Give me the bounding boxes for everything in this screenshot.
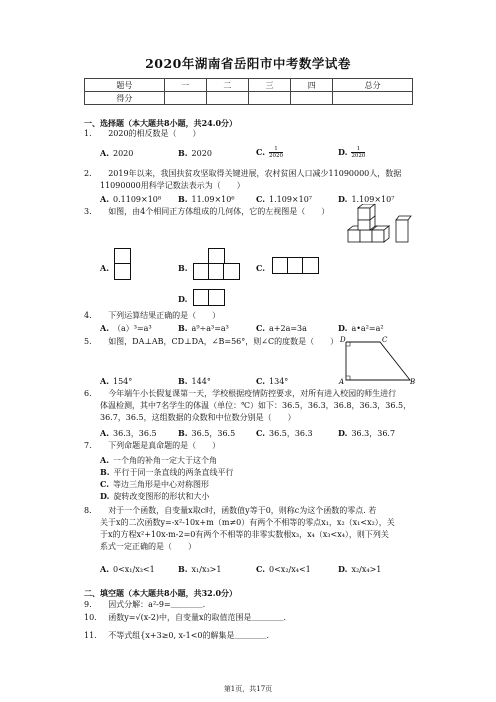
view-square — [114, 263, 131, 280]
option-letter: D. — [178, 294, 188, 304]
option-text: 2020 — [113, 149, 134, 158]
question-text-line: 于x的方程x²+10x-m-2=0有两个不相等的非零实数根x₃，x₄（x₃<x₄），则下列关 — [100, 530, 389, 539]
option-b: B. 2020 — [178, 148, 212, 158]
fraction — [351, 146, 365, 159]
option-text: 0<x₂/x₄<1 — [269, 565, 311, 574]
question-number: 6. — [84, 389, 92, 398]
view-square — [223, 263, 240, 280]
option-text: 1.109×10⁷ — [269, 195, 313, 204]
question-text-line: 11090000用科学记数法表示为（ ） — [100, 181, 245, 190]
view-square — [302, 257, 319, 274]
option-text: a+2a=3a — [269, 324, 307, 333]
question-number: 3. — [84, 207, 92, 216]
score-table — [84, 78, 413, 105]
option-d: D. a•a²=a² — [338, 323, 384, 333]
score-header-cell: 四 — [291, 79, 333, 92]
question-number: 10. — [84, 613, 97, 622]
option-b: B. 36.5，36.5 — [178, 428, 236, 438]
question-text: 2020的相反数是（ ） — [108, 129, 201, 138]
question-text: 因式分解：a²-9=＿＿＿＿. — [108, 600, 206, 609]
option-text: 平行于同一条直线的两条直线平行 — [113, 468, 234, 477]
question-number: 7. — [84, 441, 92, 450]
question-3 — [84, 206, 329, 218]
question-text: 不等式组{x+3≥0, x-1<0的解集是＿＿＿＿. — [108, 631, 270, 640]
page-title: 2020年湖南省岳阳市中考数学试卷 — [145, 56, 351, 71]
option-b: B. 144° — [178, 376, 211, 386]
score-cell — [164, 92, 206, 105]
question-text-line: 36.7，36.5，这组数据的众数和中位数分别是（ ） — [100, 413, 296, 422]
option-text: 旋转改变图形的形状和大小 — [113, 492, 210, 501]
option-c: C. a+2a=3a — [256, 323, 307, 333]
denominator: 2020 — [351, 153, 366, 159]
option-d: D. x₂/x₄>1 — [338, 564, 382, 574]
option-b: B. x₁/x₃>1 — [178, 564, 222, 574]
question-10 — [84, 612, 286, 624]
question-8 — [84, 505, 376, 517]
option-text: 0.1109×10⁸ — [113, 195, 162, 204]
option-b — [178, 263, 192, 273]
option-text: x₁/x₃>1 — [191, 565, 222, 574]
question-9 — [84, 599, 205, 611]
question-text: 对于一个函数，自变量x取c时，函数值y等于0，则称c为这个函数的零点. 若 — [108, 506, 377, 515]
option-a: A. 一个角的补角一定大于这个角 — [100, 455, 217, 465]
option-d: D. $\frac{1}{2020}$ — [338, 146, 366, 159]
question-7 — [84, 440, 220, 452]
question-number: 9. — [84, 600, 92, 609]
option-text: 一个角的补角一定大于这个角 — [113, 456, 217, 465]
option-c: C. 0<x₂/x₄<1 — [256, 564, 311, 574]
question-6 — [84, 388, 396, 400]
option-text: a⁹÷a³=a³ — [191, 324, 229, 333]
option-text: 134° — [269, 377, 289, 386]
option-c: C. $\frac{1}{2020}$ — [256, 146, 284, 159]
question-number: 11. — [84, 631, 97, 640]
option-b: B. 平行于同一条直线的两条直线平行 — [100, 467, 234, 477]
score-cell — [206, 92, 248, 105]
option-letter: C. — [256, 263, 266, 273]
option-text: 0<x₁/x₃<1 — [113, 565, 155, 574]
option-b: B. 11.09×10⁶ — [178, 194, 235, 204]
option-text: x₂/x₄>1 — [351, 565, 382, 574]
numerator: 1 — [356, 146, 361, 152]
score-header-cell: 一 — [164, 79, 206, 92]
score-header-cell: 总分 — [333, 79, 413, 92]
question-text: 函数y=√(x-2)中，自变量x的取值范围是＿＿＿＿. — [108, 613, 287, 622]
question-text: 如图，由4个相同正方体组成的几何体，它的左视图是（ ） — [108, 207, 330, 216]
score-cell — [333, 92, 413, 105]
option-letter: A. — [100, 263, 109, 273]
question-number: 1. — [84, 129, 92, 138]
option-text: 36.5，36.5 — [191, 429, 236, 438]
option-b: B. a⁹÷a³=a³ — [178, 323, 229, 333]
question-11 — [84, 630, 269, 642]
question-4 — [84, 310, 220, 322]
question-1 — [84, 128, 201, 140]
option-text: 36.3，36.7 — [351, 429, 396, 438]
option-c: C. 134° — [256, 376, 289, 386]
question-text-line: 体温检测，其中7名学生的体温（单位：℃）如下：36.5，36.3，36.8，36.3，36.5， — [100, 401, 412, 410]
cube-solid-figure — [344, 204, 412, 256]
question-5 — [84, 336, 338, 348]
option-a: A. 36.3，36.5 — [100, 428, 157, 438]
denominator: 2020 — [269, 153, 284, 159]
trapezoid-figure — [338, 336, 418, 386]
option-a: A. 0<x₁/x₃<1 — [100, 564, 155, 574]
view-square — [208, 289, 225, 306]
option-c — [256, 263, 269, 273]
option-a: A. 2020 — [100, 148, 134, 158]
option-d: D. 1.109×10⁷ — [338, 194, 395, 204]
score-row-label: 得分 — [85, 92, 165, 105]
option-text: 2020 — [191, 149, 212, 158]
question-number: 4. — [84, 311, 92, 320]
option-text: 154° — [113, 377, 133, 386]
question-number: 5. — [84, 337, 92, 346]
vertex-label: C — [382, 336, 388, 344]
question-text: 下列运算结果正确的是（ ） — [108, 311, 221, 320]
question-text: 下列命题是真命题的是（ ） — [108, 441, 221, 450]
option-text: （a）³=a³ — [113, 324, 152, 333]
fraction — [269, 146, 283, 159]
page-footer: 第1页，共17页 — [223, 685, 273, 693]
option-d: D. 36.3，36.7 — [338, 428, 396, 438]
option-text: 36.3，36.5 — [113, 429, 157, 438]
section-heading-choice: 一、选择题（本大题共8小题，共24.0分） — [84, 118, 238, 128]
score-table-header — [85, 79, 413, 92]
score-table-row — [85, 92, 413, 105]
score-header-cell: 三 — [248, 79, 290, 92]
question-text: 如图，DA⊥AB，CD⊥DA，∠B=56°，则∠C的度数是（ ） — [108, 337, 339, 346]
question-text-line: 系式一定正确的是（ ） — [100, 542, 196, 551]
vertex-label: D — [340, 336, 346, 344]
option-a — [100, 263, 113, 273]
option-text: 1.109×10⁷ — [351, 195, 395, 204]
option-c: C. 1.109×10⁷ — [256, 194, 313, 204]
question-2 — [84, 168, 401, 180]
vertex-label: A — [339, 378, 345, 386]
option-text: 等边三角形是中心对称图形 — [113, 480, 210, 489]
option-text: a•a²=a² — [351, 324, 384, 333]
question-text: 2019年以来，我国扶贫攻坚取得关键进展，农村贫困人口减少11090000人，数据 — [108, 169, 402, 178]
option-a: A. 154° — [100, 376, 133, 386]
option-c: C. 等边三角形是中心对称图形 — [100, 479, 210, 489]
option-d — [178, 294, 191, 304]
option-text: 144° — [191, 377, 211, 386]
option-a: A. 0.1109×10⁸ — [100, 194, 162, 204]
option-a: A. （a）³=a³ — [100, 323, 152, 333]
option-c: C. 36.5，36.3 — [256, 428, 313, 438]
question-number: 2. — [84, 169, 92, 178]
option-d: D. 旋转改变图形的形状和大小 — [100, 491, 210, 501]
question-text-line: 关于x的二次函数y=-x²-10x+m（m≠0）有两个不相等的零点x₁，x₂（x₁<x₂），关 — [100, 518, 395, 527]
question-text: 今年端午小长假复课第一天，学校根据疫情防控要求，对所有进入校园的师生进行 — [108, 389, 397, 398]
vertex-label: B — [410, 378, 416, 386]
section-heading-fill: 二、填空题（本大题共8小题，共32.0分） — [84, 588, 238, 598]
score-header-cell: 二 — [206, 79, 248, 92]
question-number: 8. — [84, 506, 92, 515]
score-header-cell: 题号 — [85, 79, 165, 92]
option-letter: B. — [178, 263, 188, 273]
option-text: 11.09×10⁶ — [191, 195, 235, 204]
option-text: 36.5，36.3 — [269, 429, 313, 438]
score-cell — [248, 92, 290, 105]
numerator: 1 — [274, 146, 278, 152]
score-cell — [291, 92, 333, 105]
